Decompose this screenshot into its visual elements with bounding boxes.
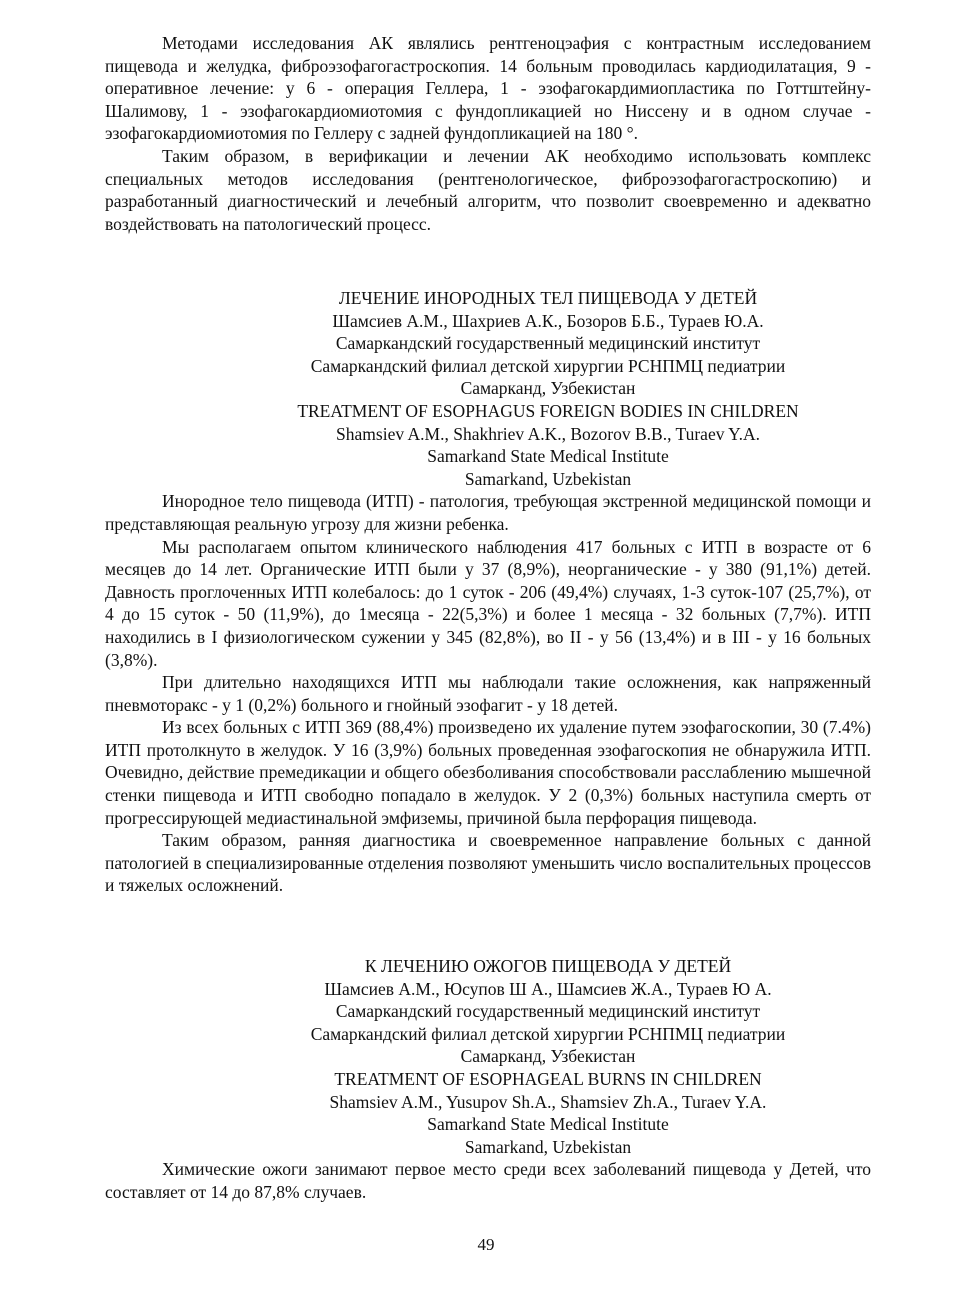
article-city-ru: Самарканд, Узбекистан — [460, 378, 636, 399]
article-authors-ru: Шамсиев А.М., Юсупов Ш А., Шамсиев Ж.А., Тураев Ю А. — [324, 978, 772, 999]
article-institution-en: Samarkand State Medical Institute — [427, 446, 669, 467]
article-title-ru: ЛЕЧЕНИЕ ИНОРОДНЫХ ТЕЛ ПИЩЕВОДА У ДЕТЕЙ — [338, 288, 758, 308]
article-city-en: Samarkand, Uzbekistan — [464, 468, 632, 489]
article-paragraph-3: При длительно находящихся ИТП мы наблюдали такие осложнения, как напряженный пневмоторакс - у 1 (0,2%) больного и гнойный эзофагит - у 18 детей. — [105, 672, 871, 715]
article-authors-en: Shamsiev A.M., Shakhriev A.K., Bozorov B.B., Turaev Y.A. — [336, 423, 760, 444]
page-number: 49 — [477, 1235, 495, 1254]
article-paragraph-2: Мы располагаем опытом клинического наблюдения 417 больных с ИТП в возрасте от 6 месяцев до 14 лет. Органические ИТП были у 37 (8,9%), неорганические - у 380 (91,1%) детей. Давность проглоченных ИТП колебалось: до 1 суток - 206 (49,4%) случаях, 1-3 суток-107 (25,7%), от 4 до 15 суток - 50 (11,9%), до 1месяца - 22(5,3%) и более 1 месяца - 32 больных (7,7%). ИТП находились в I физиологическом сужении у 345 (82,8%), во II - у 56 (13,4%) и в III - у 16 больных (3,8%). — [105, 536, 871, 670]
article-paragraph-4: Из всех больных с ИТП 369 (88,4%) произведено их удаление путем эзофагоскопии, 30 (7.4%) ИТП протолкнуто в желудок. У 16 (3,9%) больных проведенная эзофагоскопия не обнаружила ИТП. Очевидно, действие премедикации и общего обезболивания способствовали расслаблению мышечной стенки пищевода и ИТП свободно попадало в желудок. У 2 (0,3%) больных наступила смерть от прогрессирующей медиастинальной эмфиземы, причиной была перфорация пищевода. — [105, 717, 871, 828]
article-branch-ru: Самаркандский филиал детской хирургии РСНПМЦ педиатрии — [310, 1023, 786, 1044]
article-paragraph-1: Инородное тело пищевода (ИТП) - патология, требующая экстренной медицинской помощи и представляющая реальную угрозу для жизни ребенка. — [105, 491, 871, 534]
article-institution-ru: Самаркандский государственный медицинский институт — [335, 333, 761, 354]
article-city-ru: Самарканд, Узбекистан — [460, 1046, 636, 1067]
intro-paragraph-1: Методами исследования АК являлись рентгеноцэафия с контрастным исследованием пищевода и желудка, фиброэзофагогастроскопия. 14 больным проводилась кардиодилатация, 9 - оперативное лечение: у 6 - операция Геллера, 1 - эзофагокардимиопластика по Готтштейну-Шалимову, 1 - эзофагокардиомиотомия с фундопликацией но Ниссену и в одном случае - эзофагокардиомиотомия по Геллеру с задней фундопликацией на 180 °. — [105, 33, 871, 144]
article-authors-en: Shamsiev A.M., Yusupov Sh.A., Shamsiev Zh.A., Turaev Y.A. — [329, 1091, 767, 1112]
article-branch-ru: Самаркандский филиал детской хирургии РСНПМЦ педиатрии — [310, 355, 786, 376]
intro-section — [105, 32, 871, 235]
article-city-en: Samarkand, Uzbekistan — [464, 1136, 632, 1157]
article-institution-en: Samarkand State Medical Institute — [427, 1114, 669, 1135]
article-title-ru: К ЛЕЧЕНИЮ ОЖОГОВ ПИЩЕВОДА У ДЕТЕЙ — [364, 956, 732, 976]
article-title-en: TREATMENT OF ESOPHAGEAL BURNS IN CHILDREN — [334, 1068, 762, 1089]
article-authors-ru: Шамсиев А.М., Шахриев А.К., Бозоров Б.Б., Тураев Ю.А. — [332, 310, 764, 331]
article-burns — [105, 955, 871, 1204]
intro-paragraph-2: Таким образом, в верификации и лечении АК необходимо использовать комплекс специальных методов исследования (рентгенологическое, фиброэзофагогастроскопию) и разработанный диагностический и лечебный алгоритм, что позволит своевременно и адекватно воздействовать на патологический процесс. — [105, 145, 871, 234]
article-paragraph-5: Таким образом, ранняя диагностика и своевременное направление больных с данной патологией в специализированные отделения позволяют уменьшить число воспалительных процессов и тяжелых осложнений. — [105, 830, 871, 896]
article-foreign-bodies — [105, 287, 871, 897]
article-paragraph-1: Химические ожоги занимают первое место среди всех заболеваний пищевода у Детей, что составляет от 14 до 87,8% случаев. — [105, 1159, 871, 1202]
article-institution-ru: Самаркандский государственный медицинский институт — [335, 1001, 761, 1022]
article-title-en: TREATMENT OF ESOPHAGUS FOREIGN BODIES IN CHILDREN — [297, 400, 799, 421]
